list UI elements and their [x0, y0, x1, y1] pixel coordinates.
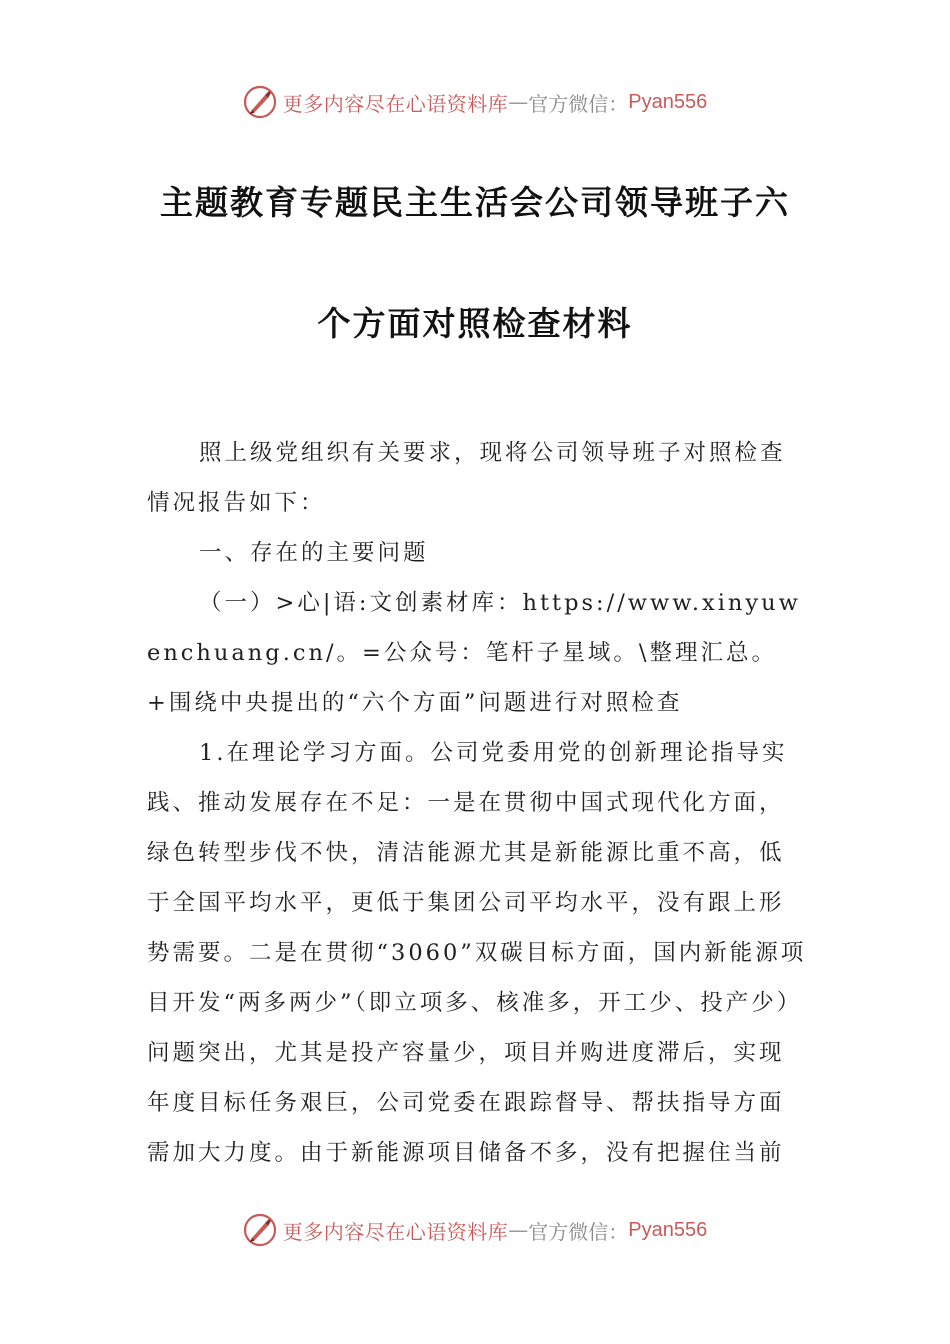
document-title-line-1: 主题教育专题民主生活会公司领导班子六	[160, 183, 790, 222]
section-heading: 一、存在的主要问题	[199, 540, 429, 566]
pen-logo-icon	[243, 85, 277, 119]
document-body	[147, 428, 807, 1178]
pen-logo-icon	[243, 1213, 277, 1247]
paragraph-theory-study: 1.在理论学习方面。公司党委用党的创新理论指导实践、推动发展存在不足：一是在贯彻中国式现代化方面，绿色转型步伐不快，清洁能源尤其是新能源比重不高，低于全国平均水平，更低于集团公司平均水平，没有跟上形势需要。二是在贯彻“3060”双碳目标方面，国内新能源项目开发“两多两少”（即立项多、核准多，开工少、投产少）问题突出，尤其是投产容量少，项目并购进度滞后，实现年度目标任务艰巨，公司党委在跟踪督导、帮扶指导方面需加大力度。由于新能源项目储备不多，没有把握住当前	[147, 740, 807, 1166]
header-watermark-banner	[0, 80, 950, 124]
paragraph-intro: 照上级党组织有关要求，现将公司领导班子对照检查情况报告如下：	[147, 440, 786, 516]
banner-text: 更多内容尽在心语资料库	[282, 91, 509, 116]
footer-watermark-banner	[0, 1208, 950, 1252]
banner-separator: —	[508, 90, 529, 114]
banner-wechat-id: Pyan556	[628, 1218, 708, 1241]
banner-wechat-label: 官方微信：	[528, 1219, 629, 1244]
banner-wechat-id: Pyan556	[628, 90, 708, 113]
banner-text: 更多内容尽在心语资料库	[282, 1219, 509, 1244]
subsection-heading: （一）>心|语:文创素材库：https://www.xinyuwenchuang.cn/。=公众号：笔杆子星域。\整理汇总。+围绕中央提出的“六个方面”问题进行对照检查	[147, 590, 801, 716]
document-title-line-2: 个方面对照检查材料	[317, 304, 633, 343]
banner-wechat-label: 官方微信：	[528, 91, 629, 116]
banner-separator: —	[508, 1218, 529, 1242]
